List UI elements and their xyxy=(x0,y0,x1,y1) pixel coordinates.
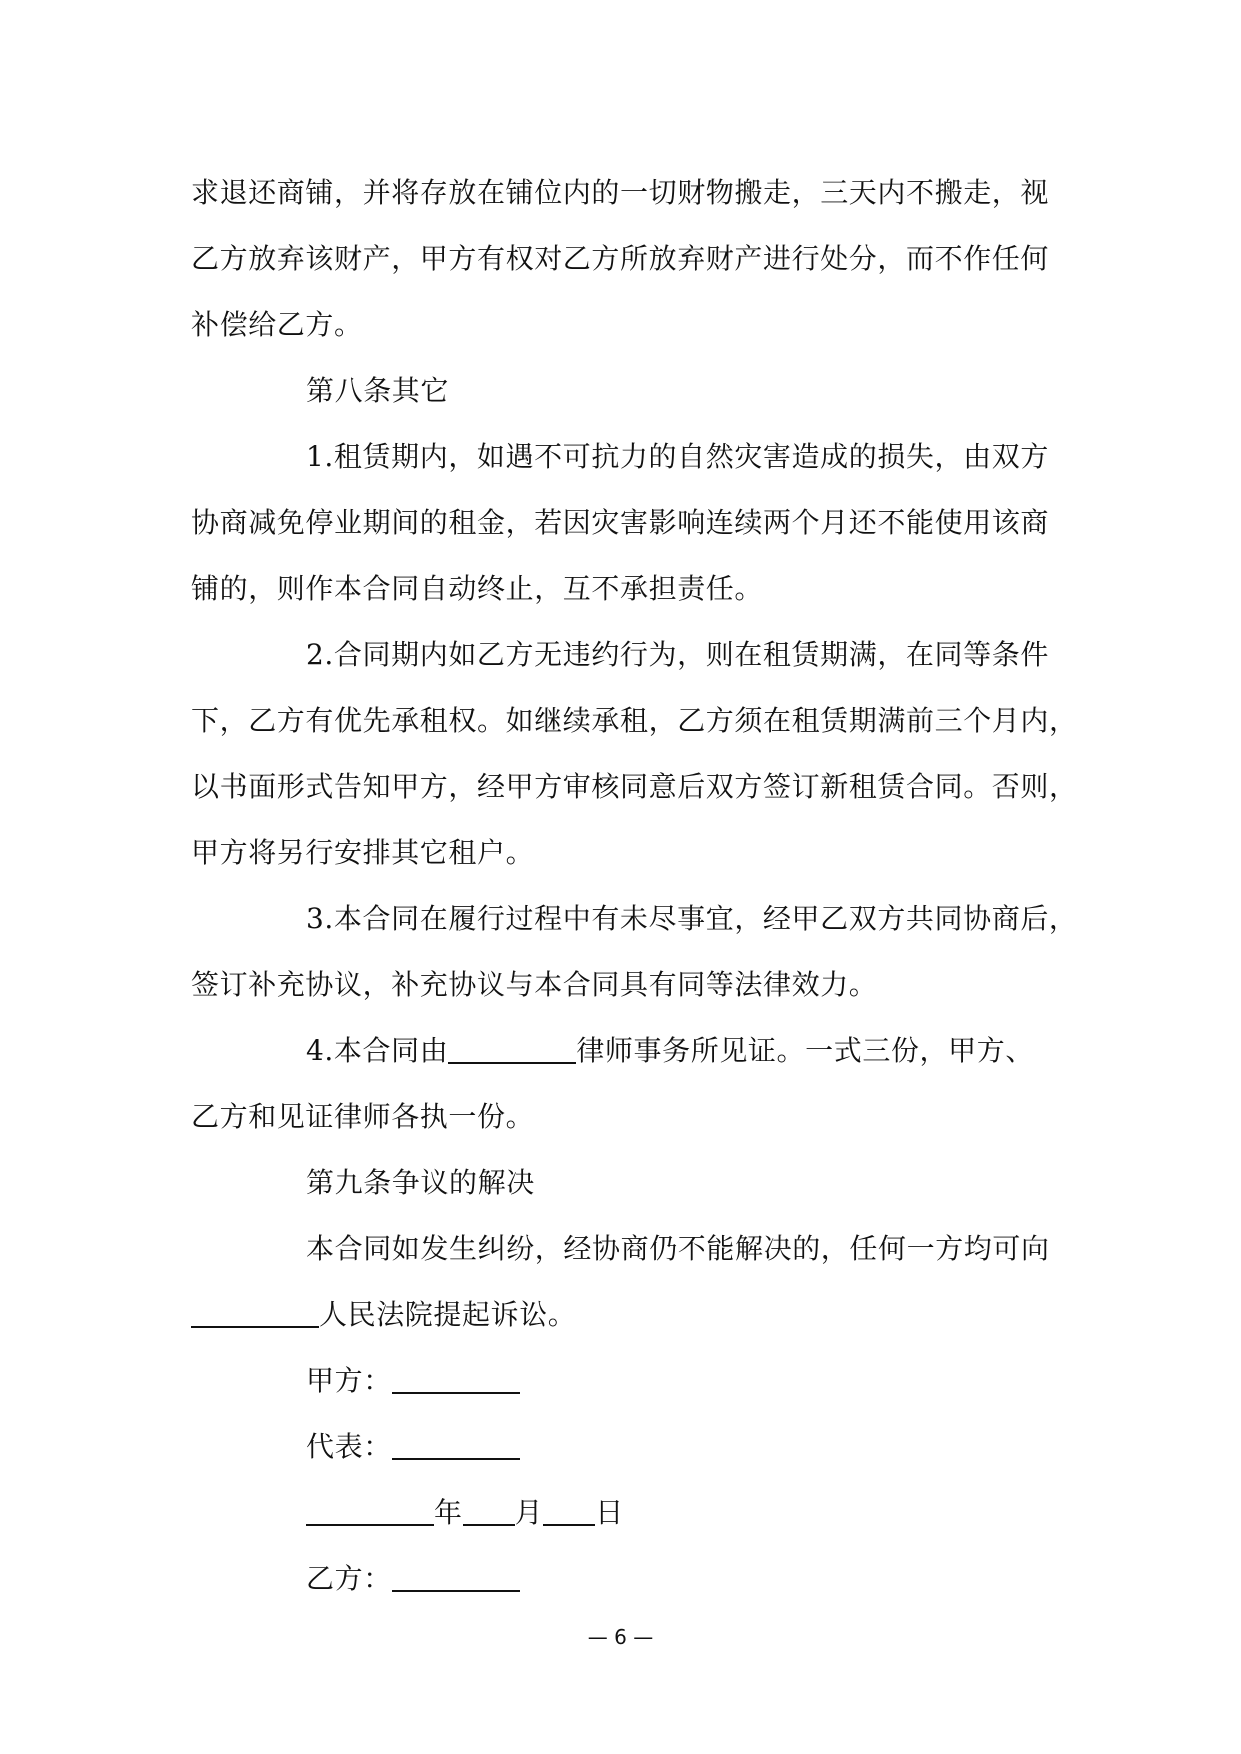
representative-blank xyxy=(392,1428,520,1460)
clause-2-line: 以书面形式告知甲方，经甲方审核同意后双方签订新租赁合同。否则， xyxy=(191,770,1078,803)
clause-2-line: 下，乙方有优先承租权。如继续承租，乙方须在租赁期满前三个月内， xyxy=(191,704,1078,737)
signature-date xyxy=(191,1480,1061,1546)
clause-4-suffix: 律师事务所见证。一式三份，甲方、 xyxy=(576,1034,1034,1067)
month-blank xyxy=(463,1494,515,1526)
day-label: 日 xyxy=(595,1496,624,1529)
document-body xyxy=(191,160,1078,1612)
party-a-label: 甲方： xyxy=(306,1364,392,1397)
court-blank xyxy=(191,1296,319,1328)
text-line: 乙方放弃该财产，甲方有权对乙方所放弃财产进行处分，而不作任何 xyxy=(191,242,1050,275)
year-label: 年 xyxy=(434,1496,463,1529)
representative-signature xyxy=(191,1414,1061,1480)
clause-4-line xyxy=(191,1018,1061,1084)
clause-2-line: 甲方将另行安排其它租户。 xyxy=(191,836,535,869)
article-9-suffix: 人民法院提起诉讼。 xyxy=(319,1298,577,1331)
representative-label: 代表： xyxy=(306,1430,392,1463)
clause-1-line: 1.租赁期内，如遇不可抗力的自然灾害造成的损失，由双方 xyxy=(306,440,1049,473)
party-b-blank xyxy=(392,1560,520,1592)
party-a-blank xyxy=(392,1362,520,1394)
text-line: 补偿给乙方。 xyxy=(191,308,363,341)
party-a-signature xyxy=(191,1348,1061,1414)
article-9-line: 本合同如发生纠纷，经协商仍不能解决的，任何一方均可向 xyxy=(306,1232,1050,1265)
party-b-label: 乙方： xyxy=(306,1562,392,1595)
year-blank xyxy=(306,1494,434,1526)
clause-2-line: 2.合同期内如乙方无违约行为，则在租赁期满，在同等条件 xyxy=(306,638,1049,671)
clause-1-line: 协商减免停业期间的租金，若因灾害影响连续两个月还不能使用该商 xyxy=(191,506,1050,539)
page-number: — 6 — xyxy=(587,1625,654,1649)
text-line: 求退还商铺，并将存放在铺位内的一切财物搬走，三天内不搬走，视 xyxy=(191,176,1050,209)
article-9-line xyxy=(191,1282,1061,1348)
article-8-heading: 第八条其它 xyxy=(306,374,450,407)
article-9-heading: 第九条争议的解决 xyxy=(306,1166,535,1199)
party-b-signature xyxy=(191,1546,1061,1612)
law-firm-blank xyxy=(448,1032,576,1064)
clause-4-prefix: 4.本合同由 xyxy=(306,1034,449,1067)
clause-3-line: 3.本合同在履行过程中有未尽事宜，经甲乙双方共同协商后， xyxy=(306,902,1078,935)
day-blank xyxy=(543,1494,595,1526)
clause-1-line: 铺的，则作本合同自动终止，互不承担责任。 xyxy=(191,572,764,605)
month-label: 月 xyxy=(514,1496,544,1529)
clause-4-line: 乙方和见证律师各执一份。 xyxy=(191,1100,535,1133)
clause-3-line: 签订补充协议，补充协议与本合同具有同等法律效力。 xyxy=(191,968,878,1001)
